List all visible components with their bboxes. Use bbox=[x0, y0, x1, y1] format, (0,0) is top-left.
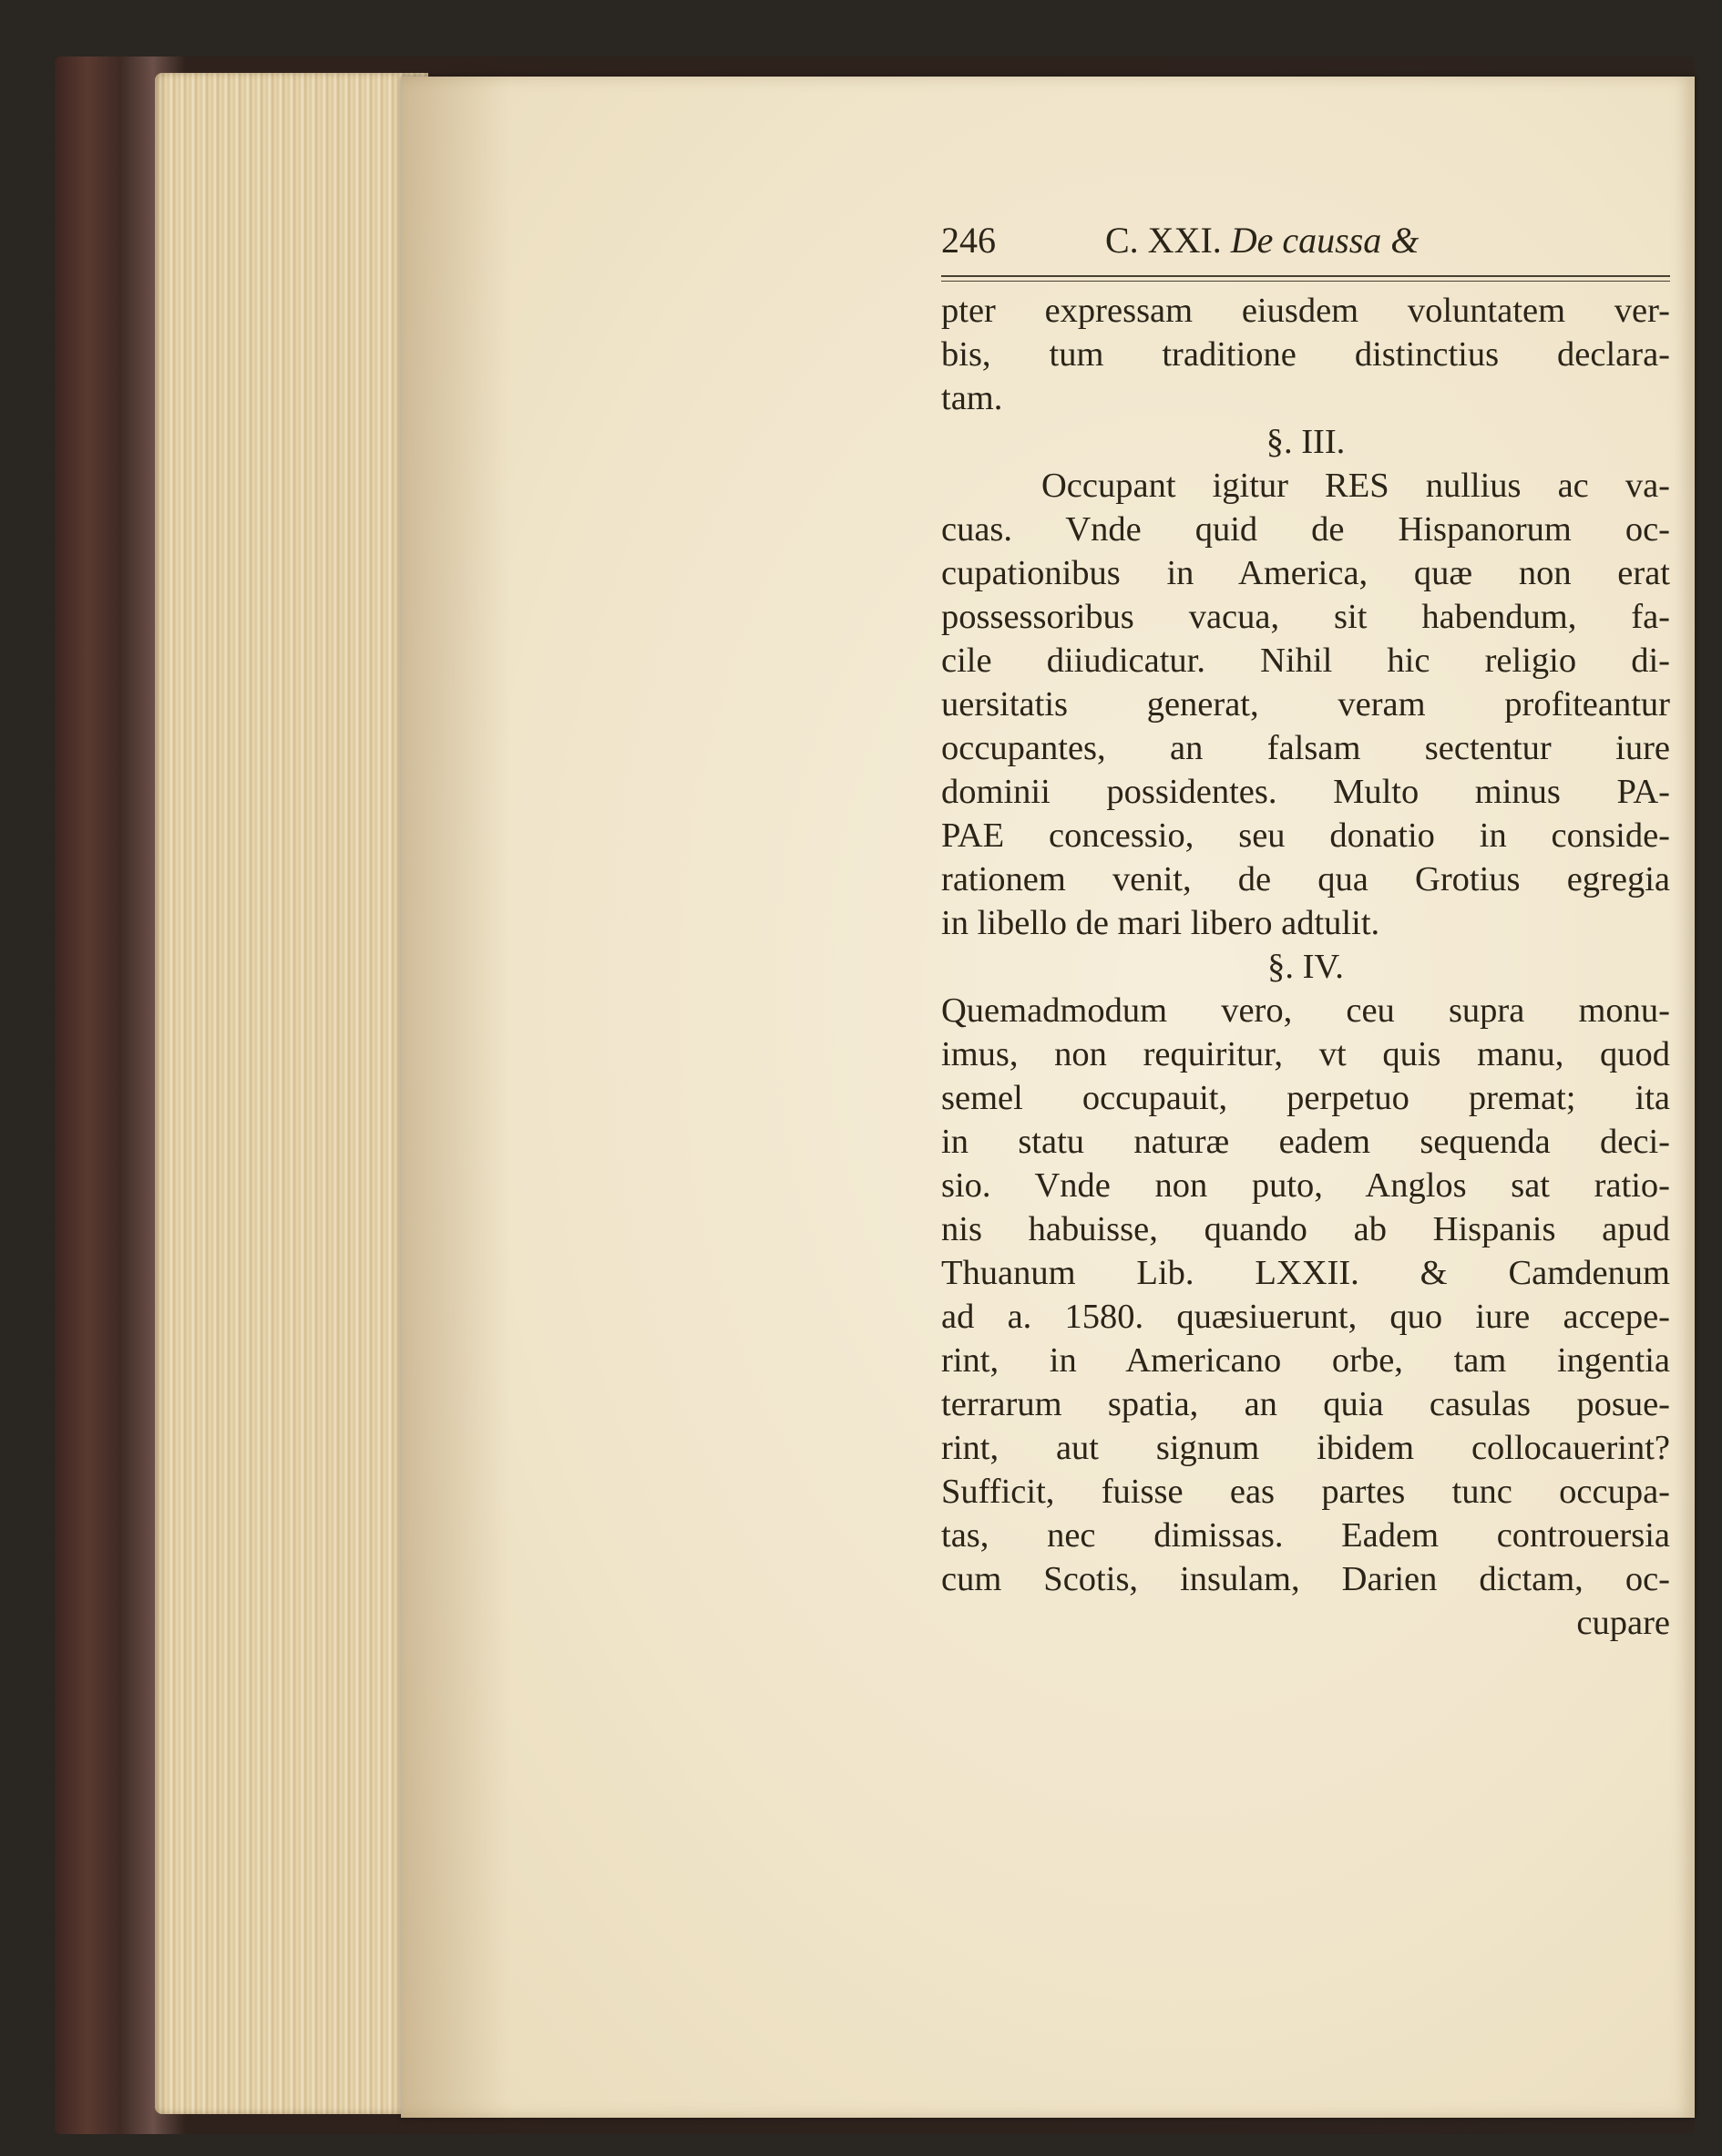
page-edges bbox=[155, 73, 428, 2114]
head-rule bbox=[941, 275, 1670, 282]
running-title bbox=[1023, 219, 1670, 262]
text-line: bis, tum traditione distinctius declara- bbox=[941, 335, 1670, 374]
text-line: PAE concessio, seu donatio in conside- bbox=[941, 816, 1670, 855]
text-line: terrarum spatia, an quia casulas posue- bbox=[941, 1385, 1670, 1423]
section-heading-3: §. III. bbox=[1266, 423, 1346, 461]
running-head bbox=[941, 219, 1670, 262]
text-line: tas, nec dimissas. Eadem controuersia bbox=[941, 1516, 1670, 1555]
text-line: Thuanum Lib. LXXII. & Camdenum bbox=[941, 1254, 1670, 1292]
text-line: cum Scotis, insulam, Darien dictam, oc- bbox=[941, 1560, 1670, 1598]
text-line: sio. Vnde non puto, Anglos sat ratio- bbox=[941, 1166, 1670, 1205]
text-line: cupationibus in America, quæ non erat bbox=[941, 554, 1670, 592]
page-number: 246 bbox=[941, 220, 996, 261]
text-line: cuas. Vnde quid de Hispanorum oc- bbox=[941, 510, 1670, 549]
text-line: pter expressam eiusdem voluntatem ver- bbox=[941, 292, 1670, 330]
text-line: rint, in Americano orbe, tam ingentia bbox=[941, 1341, 1670, 1380]
running-title-italic: De caussa & bbox=[1230, 220, 1420, 261]
text-line: Occupant igitur RES nullius ac va- bbox=[1041, 467, 1670, 505]
text-line: Quemadmodum vero, ceu supra monu- bbox=[941, 991, 1670, 1030]
text-line: imus, non requiritur, vt quis manu, quod bbox=[941, 1035, 1670, 1073]
catchword: cupare bbox=[1576, 1604, 1670, 1642]
text-block bbox=[941, 219, 1670, 1645]
gutter-shadow bbox=[401, 77, 510, 2118]
text-line: tam. bbox=[941, 379, 1003, 417]
text-line: rint, aut signum ibidem collocauerint? bbox=[941, 1429, 1670, 1467]
text-line: dominii possidentes. Multo minus PA- bbox=[941, 773, 1670, 811]
text-line: rationem venit, de qua Grotius egregia bbox=[941, 860, 1670, 898]
text-line: nis habuisse, quando ab Hispanis apud bbox=[941, 1210, 1670, 1248]
text-line: occupantes, an falsam sectentur iure bbox=[941, 729, 1670, 767]
text-line: semel occupauit, perpetuo premat; ita bbox=[941, 1079, 1670, 1117]
text-line: ad a. 1580. quæsiuerunt, quo iure accepe- bbox=[941, 1298, 1670, 1336]
text-line: in statu naturæ eadem sequenda deci- bbox=[941, 1123, 1670, 1161]
section-heading-4: §. IV. bbox=[1267, 948, 1344, 986]
text-line: Sufficit, fuisse eas partes tunc occupa- bbox=[941, 1473, 1670, 1511]
text-line: possessoribus vacua, sit habendum, fa- bbox=[941, 598, 1670, 636]
text-line: in libello de mari libero adtulit. bbox=[941, 904, 1380, 942]
text-line: cile diiudicatur. Nihil hic religio di- bbox=[941, 642, 1670, 680]
chapter-number: C. XXI. bbox=[1105, 220, 1222, 261]
text-line: uersitatis generat, veram profiteantur bbox=[941, 685, 1670, 724]
